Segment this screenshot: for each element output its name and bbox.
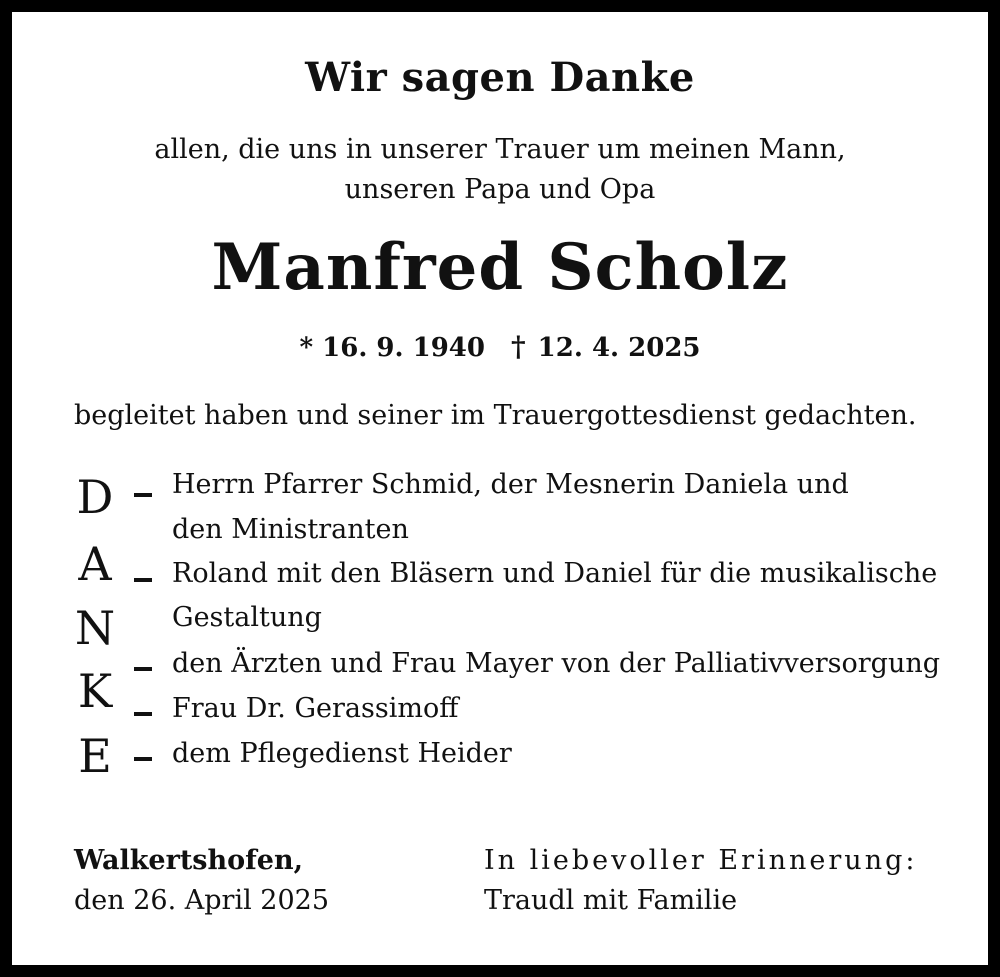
thanks-line: Roland mit den Bläsern und Daniel für die musikalische [172,558,938,589]
date-label: den 26. April 2025 [74,885,330,916]
acrostic-letter-k: K [77,664,113,718]
thanks-line: Frau Dr. Gerassimoff [172,693,459,724]
dash-bullet [134,578,152,582]
deceased-name: Manfred Scholz [211,230,789,305]
notice-heading: Wir sagen Danke [305,54,695,101]
thanks-line: den Ärzten und Frau Mayer von der Palliativversorgung [172,648,941,679]
memory-label: In liebevoller Erinnerung: [484,845,918,876]
life-dates [12,330,988,363]
intro-line-2: unseren Papa und Opa [344,174,656,205]
thanks-line: den Ministranten [172,514,409,545]
dash-bullet [134,667,152,671]
intro-line-1: allen, die uns in unserer Trauer um meinen Mann, [154,134,846,165]
acrostic-letter-e: E [78,729,112,783]
place-label: Walkertshofen, [74,845,303,876]
family-signature: Traudl mit Familie [484,885,738,916]
thanks-line: Gestaltung [172,602,322,633]
cross-icon: † [511,330,526,363]
dash-bullet [134,757,152,761]
thanks-line: Herrn Pfarrer Schmid, der Mesnerin Daniela und [172,469,849,500]
acrostic-letter-n: N [74,601,116,655]
dash-bullet [134,493,152,497]
acrostic-letter-d: D [76,470,114,524]
intro-text [12,130,988,210]
accompanied-text: begleitet haben und seiner im Trauergottesdienst gedachten. [74,400,917,431]
acrostic-letter-a: A [78,537,112,591]
dash-bullet [134,712,152,716]
birth-date: * 16. 9. 1940 [299,333,485,363]
thanks-line: dem Pflegedienst Heider [172,738,512,769]
death-date: 12. 4. 2025 [537,333,701,363]
